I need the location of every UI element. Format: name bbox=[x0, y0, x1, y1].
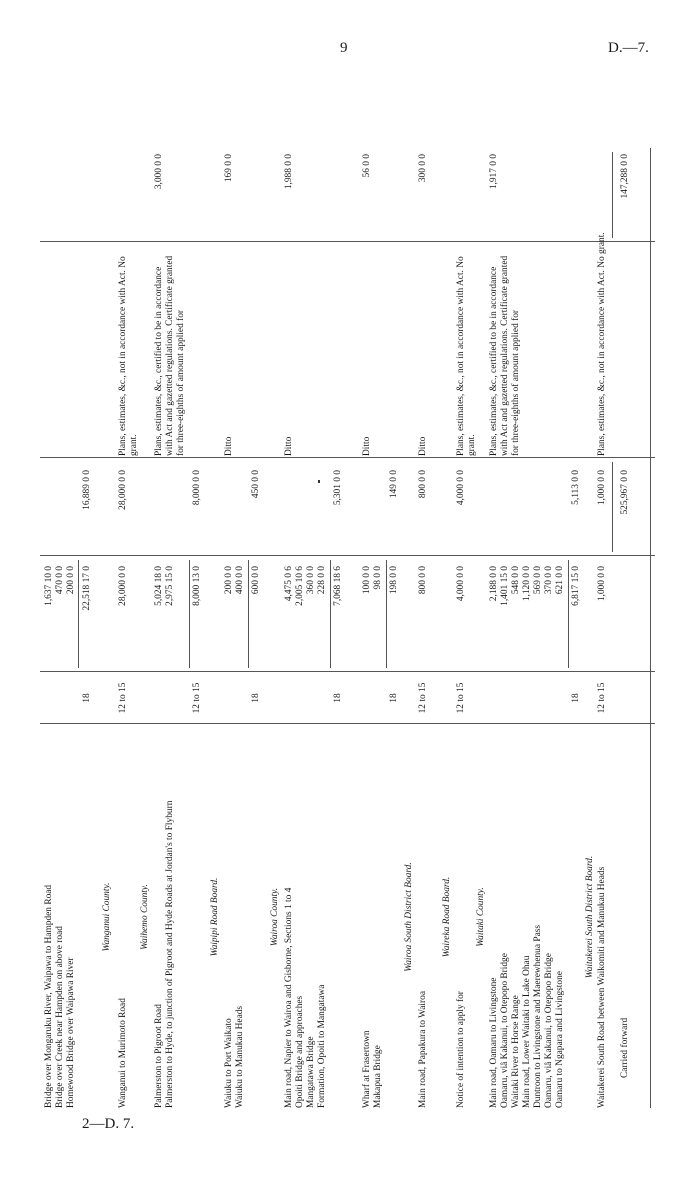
rotated-table bbox=[40, 148, 655, 1108]
total: 8,000 13 0 bbox=[192, 566, 202, 606]
county-heading: Waipipi Road Board. bbox=[210, 877, 220, 957]
remark: Plans, estimates, &c., not in accordance with Act. No grant. bbox=[597, 232, 607, 456]
column-rule bbox=[40, 457, 655, 458]
certificate: 56 0 0 bbox=[362, 154, 372, 178]
remark: Ditto bbox=[284, 436, 294, 456]
rate: 18 bbox=[333, 693, 343, 703]
work-name: Formation, Opoiti to Mangatawa bbox=[317, 984, 327, 1108]
grant: 5,301 0 0 bbox=[333, 470, 343, 506]
grant: 8,000 0 0 bbox=[192, 470, 202, 506]
work-name: Oamaru, viâ Kakanui, to Otepopo Bridge bbox=[500, 953, 510, 1108]
column-rule bbox=[40, 555, 655, 556]
work-name: Wharf at Frasertown bbox=[362, 1030, 372, 1108]
grant: 450 0 0 bbox=[251, 470, 261, 499]
column-rule bbox=[40, 671, 655, 672]
work-name: Waiuku to Manukau Heads bbox=[235, 1005, 245, 1108]
amount: 100 0 0 bbox=[362, 566, 372, 595]
amount: 4,475 0 6 bbox=[284, 566, 294, 602]
work-name: Bridge over Creek near Hampden on above road bbox=[55, 926, 65, 1108]
work-name: Waitaki River to Horse Range bbox=[511, 995, 521, 1108]
document-reference: D.—7. bbox=[608, 40, 649, 56]
carried-forward-grant: 525,967 0 0 bbox=[620, 470, 630, 515]
rate: 12 to 15 bbox=[597, 682, 607, 714]
county-heading: Waireka Road Board. bbox=[442, 876, 452, 958]
amount: 569 0 0 bbox=[533, 566, 543, 595]
carried-forward-label: Carried forward bbox=[620, 1017, 630, 1078]
grant: 16,889 0 0 bbox=[82, 470, 92, 510]
work-name: Opoiti Bridge and approaches bbox=[295, 995, 305, 1108]
work-name: Notice of intention to apply for bbox=[456, 991, 466, 1108]
remark: Ditto bbox=[224, 436, 234, 456]
rate: 12 to 15 bbox=[118, 682, 128, 714]
grant: 800 0 0 bbox=[418, 470, 428, 499]
remark: Plans, estimates, &c., certified to be in accordance with Act and gazetted regulations. Certificate granted for three-eighths of amount applied for bbox=[489, 255, 521, 456]
amount: 228 0 0 bbox=[317, 566, 327, 595]
work-name: Duntroon to Livingstone and Maerewhenua Pass bbox=[533, 924, 543, 1108]
rate: 18 bbox=[389, 693, 399, 703]
remark: Plans, estimates, &c., not in accordance with Act. No grant. bbox=[118, 256, 139, 456]
bottom-rule bbox=[650, 148, 651, 1108]
remark: Ditto bbox=[418, 436, 428, 456]
rate: 18 bbox=[82, 693, 92, 703]
work-name: Waitakerei South Road between Waikomiti and Manukau Heads bbox=[597, 866, 607, 1108]
work-name: Bridge over Mongaruku River, Waipawa to Hampden Road bbox=[44, 884, 54, 1108]
grant: 5,113 0 0 bbox=[571, 470, 581, 505]
amount: 5,024 18 0 bbox=[154, 566, 164, 606]
amount: 1,637 10 0 bbox=[44, 566, 54, 606]
page-number: 9 bbox=[340, 40, 348, 56]
amount: 1,120 0 0 bbox=[522, 566, 532, 602]
carried-forward-certificate: 147,288 0 0 bbox=[620, 154, 630, 199]
remark: Plans, estimates, &c., certified to be in accordance with Act and gazetted regulations. Certificate granted for three-eighths of amount applied for bbox=[154, 255, 186, 456]
amount: 548 0 0 bbox=[511, 566, 521, 595]
work-name: Palmerston to Hyde, to junction of Pigroot and Hyde Roads at Jordan's to Flyburn bbox=[165, 800, 175, 1108]
amount: 621 0 0 bbox=[555, 566, 565, 595]
work-name: Palmerston to Pigroot Road bbox=[154, 1004, 164, 1108]
remark: Ditto bbox=[362, 436, 372, 456]
grant: 28,000 0 0 bbox=[118, 470, 128, 510]
amount: 2,005 10 6 bbox=[295, 566, 305, 606]
work-name: Main road, Napier to Wairoa and Gisborne, Sections 1 to 4 bbox=[284, 887, 294, 1108]
total: 7,068 18 6 bbox=[333, 566, 343, 606]
certificate: 1,917 0 0 bbox=[489, 154, 499, 190]
total: 22,518 17 0 bbox=[82, 566, 92, 611]
county-heading: Waihemo County. bbox=[140, 884, 150, 950]
amount: 200 0 0 bbox=[66, 566, 76, 595]
rate: 18 bbox=[251, 693, 261, 703]
amount: 1,401 15 0 bbox=[500, 566, 510, 606]
amount: 200 0 0 bbox=[224, 566, 234, 595]
amount: 360 0 0 bbox=[306, 566, 316, 595]
county-heading: Wanganui County. bbox=[102, 882, 112, 952]
work-name: Homewood Bridge over Waipawa River bbox=[66, 957, 76, 1108]
amount: 4,000 0 0 bbox=[456, 566, 466, 602]
grant: 149 0 0 bbox=[389, 470, 399, 499]
county-heading: Wairoa South District Board. bbox=[404, 862, 414, 972]
column-rule bbox=[40, 723, 655, 724]
amount: 800 0 0 bbox=[418, 566, 428, 595]
work-name: Makapua Bridge bbox=[373, 1045, 383, 1108]
rate: 12 to 15 bbox=[192, 682, 202, 714]
rate: 12 to 15 bbox=[418, 682, 428, 714]
work-name: Oamaru to Ngapara and Livingstone bbox=[555, 971, 565, 1108]
work-name: Mangatawa Bridge bbox=[306, 1036, 316, 1108]
work-name: Main road, Oamaru to Livingstone bbox=[489, 977, 499, 1108]
rate: 18 bbox=[571, 693, 581, 703]
county-heading: Waitaki County. bbox=[476, 887, 486, 947]
certificate: 1,988 0 0 bbox=[284, 154, 294, 190]
county-heading: Wairoa County. bbox=[270, 887, 280, 947]
amount: 2,975 15 0 bbox=[165, 566, 175, 606]
amount: 400 0 0 bbox=[235, 566, 245, 595]
certificate: 3,000 0 0 bbox=[154, 154, 164, 190]
amount: 28,000 0 0 bbox=[118, 566, 128, 606]
certificate: 300 0 0 bbox=[418, 154, 428, 183]
county-heading: Waitakerei South District Board. bbox=[585, 855, 595, 979]
amount: 1,000 0 0 bbox=[597, 566, 607, 602]
signature-mark: 2—D. 7. bbox=[82, 1116, 135, 1132]
amount: 370 0 0 bbox=[544, 566, 554, 595]
remark: Plans, estimates, &c., not in accordance with Act. No grant. bbox=[456, 256, 477, 456]
amount: 2,188 0 0 bbox=[489, 566, 499, 602]
amount: 98 0 0 bbox=[373, 566, 383, 590]
work-name: Main road, Lower Waitaki to Lake Ohau bbox=[522, 955, 532, 1108]
work-name: Oamaru, viâ Kakanui, to Otepopo Bridge bbox=[544, 953, 554, 1108]
total: 600 0 0 bbox=[251, 566, 261, 595]
grant: 4,000 0 0 bbox=[456, 470, 466, 506]
rate: 12 to 15 bbox=[456, 682, 466, 714]
work-name: Main road, Papakura to Wairoa bbox=[418, 990, 428, 1108]
total: 198 0 0 bbox=[389, 566, 399, 595]
work-name: Wanganui to Murimoto Road bbox=[118, 998, 128, 1108]
grant: 1,000 0 0 bbox=[597, 470, 607, 506]
column-rule bbox=[40, 241, 655, 242]
work-name: Waiuku to Port Waikato bbox=[224, 1018, 234, 1108]
certificate: 169 0 0 bbox=[224, 154, 234, 183]
total: 6,817 15 0 bbox=[571, 566, 581, 606]
amount: 470 0 0 bbox=[55, 566, 65, 595]
